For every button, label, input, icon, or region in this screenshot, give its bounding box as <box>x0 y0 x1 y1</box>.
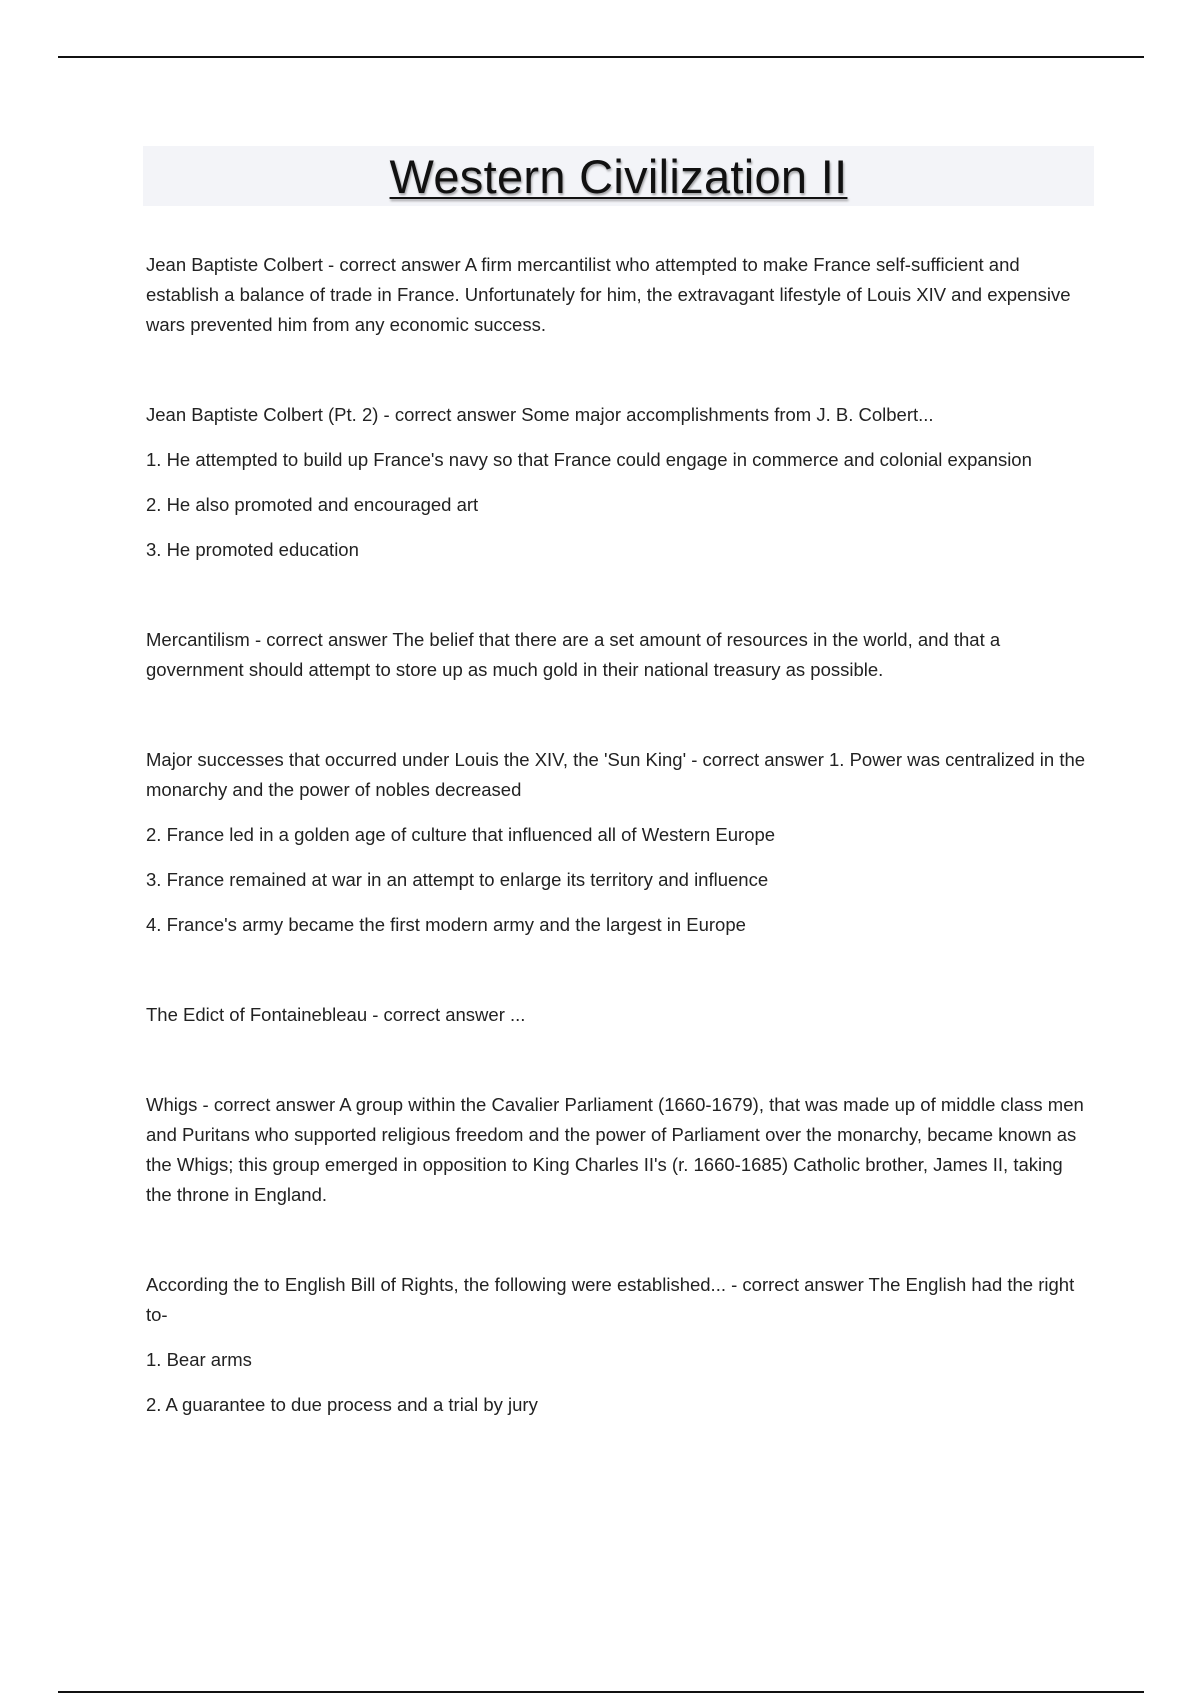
entry-text: Jean Baptiste Colbert (Pt. 2) - correct answer Some major accomplishments from J. B. Colbert... <box>146 404 934 425</box>
entry-colbert-pt2 <box>146 400 1086 565</box>
spacer <box>146 1030 1086 1090</box>
list-item: 2. He also promoted and encouraged art <box>146 494 479 515</box>
page-title: Western Civilization II <box>389 149 848 203</box>
spacer <box>146 340 1086 400</box>
spacer <box>146 565 1086 625</box>
list-item: 3. France remained at war in an attempt to enlarge its territory and influence <box>146 869 769 890</box>
spacer <box>146 940 1086 1000</box>
entry-louis-xiv <box>146 745 1086 940</box>
list-item: 1. Bear arms <box>146 1349 252 1370</box>
entry-text: Whigs - correct answer A group within the Cavalier Parliament (1660-1679), that was made up of middle class men and Puritans who supported religious freedom and the power of Parliament over the monarchy, became known as the Whigs; this group emerged in opposition to King Charles II's (r. 1660-1685) Catholic brother, James II, taking the throne in England. <box>146 1094 1084 1205</box>
document-body <box>146 250 1086 1420</box>
entry-text: Major successes that occurred under Louis the XIV, the 'Sun King' - correct answer 1. Power was centralized in the monarchy and the power of nobles decreased <box>146 749 1086 800</box>
spacer <box>146 685 1086 745</box>
entry-text: The Edict of Fontainebleau - correct answer ... <box>146 1004 526 1025</box>
entry-whigs <box>146 1090 1086 1210</box>
top-rule <box>58 56 1144 58</box>
list-item: 1. He attempted to build up France's navy so that France could engage in commerce and colonial expansion <box>146 449 1032 470</box>
list-item: 2. France led in a golden age of culture that influenced all of Western Europe <box>146 824 776 845</box>
list-item: 2. A guarantee to due process and a trial by jury <box>146 1394 538 1415</box>
bottom-rule <box>58 1691 1144 1693</box>
entry-colbert <box>146 250 1086 340</box>
entry-text: Jean Baptiste Colbert - correct answer A firm mercantilist who attempted to make France self-sufficient and establish a balance of trade in France. Unfortunately for him, the extravagant lifestyle of Louis XIV and expensive wars prevented him from any economic success. <box>146 254 1071 335</box>
spacer <box>146 1210 1086 1270</box>
entry-edict-fontainebleau <box>146 1000 1086 1030</box>
list-item: 4. France's army became the first modern army and the largest in Europe <box>146 914 746 935</box>
list-item: 3. He promoted education <box>146 539 359 560</box>
entry-mercantilism <box>146 625 1086 685</box>
entry-text: According the to English Bill of Rights, the following were established... - correct answer The English had the right to- <box>146 1274 1075 1325</box>
entry-text: Mercantilism - correct answer The belief that there are a set amount of resources in the world, and that a government should attempt to store up as much gold in their national treasury as possible. <box>146 629 1001 680</box>
entry-bill-of-rights <box>146 1270 1086 1420</box>
title-banner <box>143 146 1094 206</box>
